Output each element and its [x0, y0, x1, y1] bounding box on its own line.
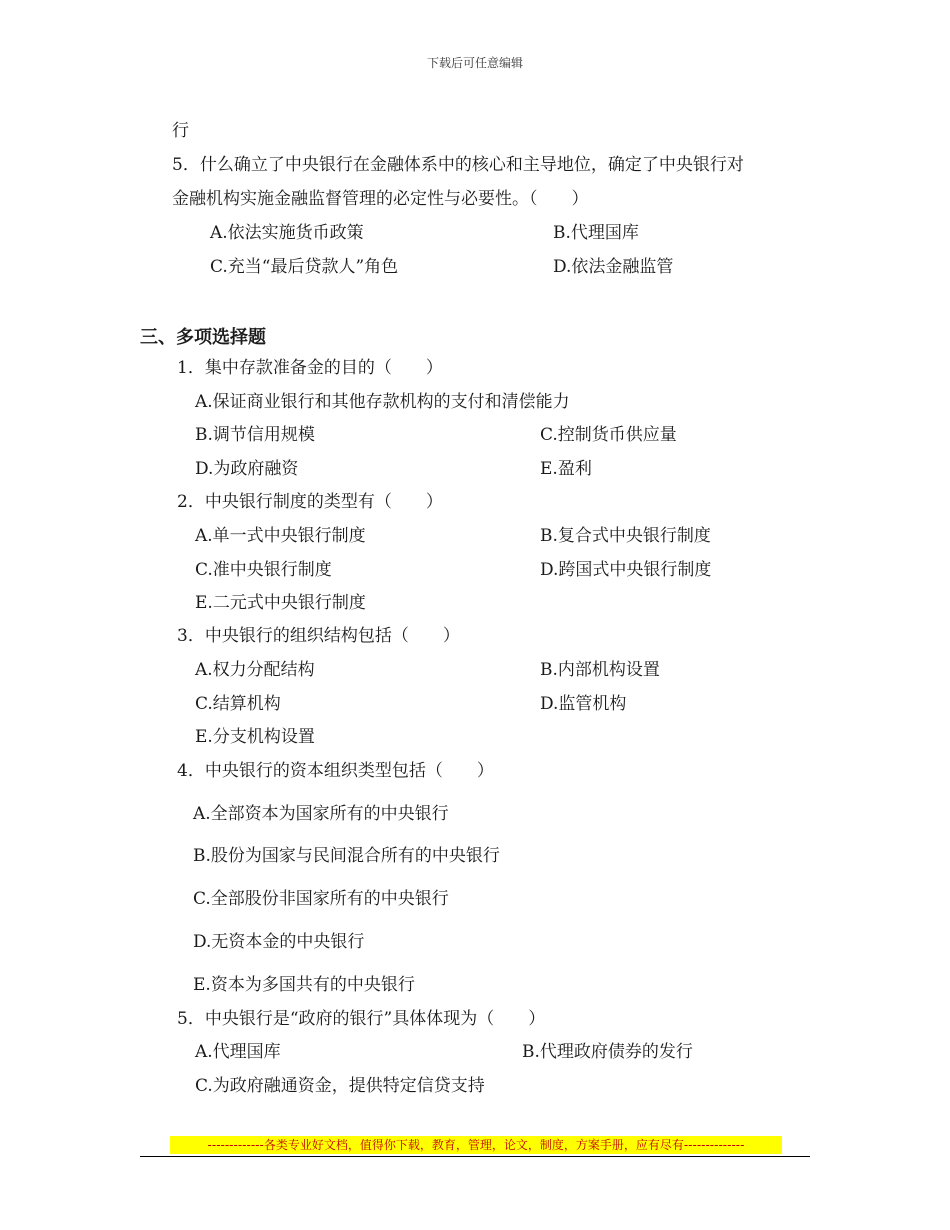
section-title: 三、多项选择题: [140, 327, 266, 348]
option-d: D.跨国式中央银行制度: [540, 560, 712, 580]
carry-over-text: 行: [172, 121, 189, 141]
question-stem: 5．中央银行是“政府的银行”具体体现为（ ）: [177, 1009, 546, 1029]
footer-divider: [140, 1156, 810, 1157]
option-c: C.准中央银行制度: [195, 560, 332, 580]
option-e: E.资本为多国共有的中央银行: [193, 975, 415, 995]
option-b: B.内部机构设置: [540, 660, 660, 680]
option-b: B.代理国库: [553, 223, 639, 243]
option-a: A.单一式中央银行制度: [195, 526, 366, 546]
option-c: C.结算机构: [195, 694, 281, 714]
option-c: C.充当“最后贷款人”角色: [210, 257, 399, 277]
option-b: B.复合式中央银行制度: [540, 526, 711, 546]
question-stem: 4．中央银行的资本组织类型包括（ ）: [177, 761, 494, 781]
option-a: A.全部资本为国家所有的中央银行: [193, 804, 449, 824]
option-d: D.无资本金的中央银行: [193, 932, 365, 952]
option-a: A.代理国库: [195, 1042, 281, 1062]
option-b: B.股份为国家与民间混合所有的中央银行: [193, 846, 500, 866]
question-stem: 2．中央银行制度的类型有（ ）: [177, 492, 443, 512]
option-c: C.控制货币供应量: [540, 425, 677, 445]
option-c: C.全部股份非国家所有的中央银行: [193, 889, 449, 909]
option-e: E.二元式中央银行制度: [195, 593, 366, 613]
page-header: 下载后可任意编辑: [426, 56, 523, 70]
option-a: A.依法实施货币政策: [210, 223, 364, 243]
question-stem: 1．集中存款准备金的目的（ ）: [177, 358, 443, 378]
option-d: D.依法金融监管: [553, 257, 674, 277]
option-e: E.分支机构设置: [195, 727, 315, 747]
option-c: C.为政府融通资金，提供特定信贷支持: [195, 1076, 485, 1096]
option-e: E.盈利: [540, 459, 592, 479]
question-stem: 金融机构实施金融监督管理的必定性与必要性。（ ）: [172, 189, 589, 209]
question-stem: 5．什么确立了中央银行在金融体系中的核心和主导地位，确定了中央银行对: [172, 155, 744, 175]
option-a: A.权力分配结构: [195, 660, 315, 680]
option-d: D.为政府融资: [195, 459, 299, 479]
option-a: A.保证商业银行和其他存款机构的支付和清偿能力: [195, 392, 570, 412]
question-stem: 3．中央银行的组织结构包括（ ）: [177, 626, 460, 646]
option-d: D.监管机构: [540, 694, 627, 714]
footer-banner: -------------各类专业好文档，值得你下载，教育，管理，论文，制度，方案手册，应有尽有--------------: [207, 1138, 745, 1152]
option-b: B.代理政府债券的发行: [522, 1042, 693, 1062]
option-b: B.调节信用规模: [195, 425, 315, 445]
